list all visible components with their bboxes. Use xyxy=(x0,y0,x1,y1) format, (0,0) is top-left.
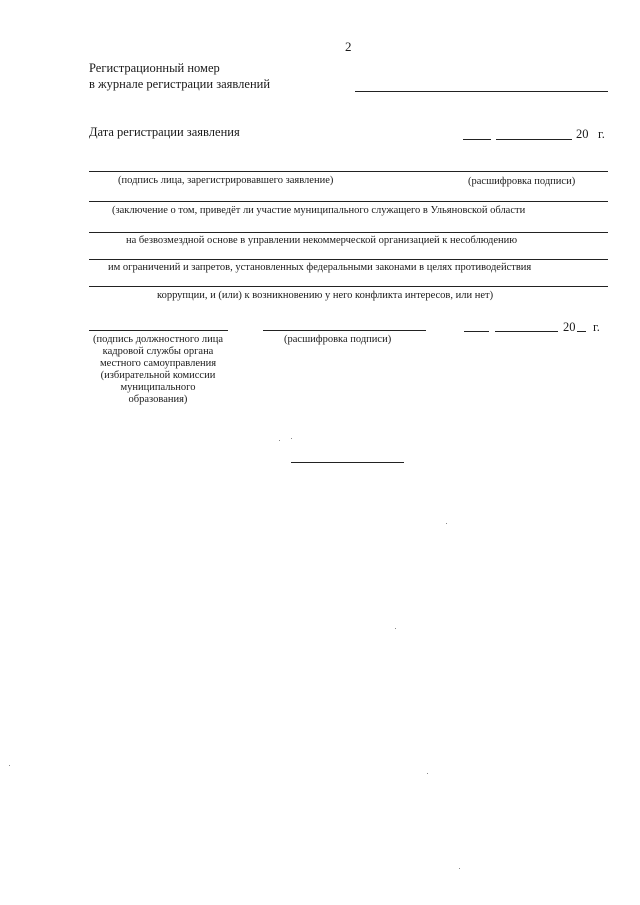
registration-date-year-prefix: 20 xyxy=(576,127,589,141)
scan-speck xyxy=(9,765,10,766)
page-number: 2 xyxy=(345,39,352,54)
scan-speck xyxy=(395,628,396,629)
conclusion-line-2[interactable] xyxy=(89,232,608,233)
scan-speck xyxy=(427,773,428,774)
scan-speck xyxy=(279,440,280,441)
conclusion-line-3[interactable] xyxy=(89,259,608,260)
official-date-month-field[interactable] xyxy=(495,331,558,332)
official-caption-line: местного самоуправления xyxy=(99,358,217,369)
official-caption-line: кадровой службы органа xyxy=(102,346,214,357)
official-date-year-field[interactable] xyxy=(577,331,586,332)
official-caption-line: (избирательной комиссии xyxy=(100,370,216,381)
closing-divider xyxy=(291,462,404,463)
registration-label-line1: Регистрационный номер xyxy=(89,61,220,75)
registration-date-month-field[interactable] xyxy=(496,139,572,140)
official-date-day-field[interactable] xyxy=(464,331,489,332)
registration-date-year-suffix: г. xyxy=(598,127,605,141)
registrar-signature-line[interactable] xyxy=(89,171,608,172)
scan-speck xyxy=(459,868,460,869)
conclusion-caption-line1: (заключение о том, приведёт ли участие муниципального служащего в Ульяновской области xyxy=(112,205,526,216)
scan-speck xyxy=(446,523,447,524)
official-caption-line: (подпись должностного лица xyxy=(93,334,223,345)
official-decoding-caption: (расшифровка подписи) xyxy=(284,334,392,345)
official-date-year-suffix: г. xyxy=(593,320,600,334)
registration-date-label: Дата регистрации заявления xyxy=(89,125,240,139)
official-signature-line[interactable] xyxy=(89,330,228,331)
conclusion-caption-line2: на безвозмездной основе в управлении некоммерческой организацией к несоблюдению xyxy=(126,235,518,246)
registrar-signature-caption: (подпись лица, зарегистрировавшего заявление) xyxy=(118,175,334,186)
official-caption-line: образования) xyxy=(128,394,188,405)
official-signature-caption xyxy=(83,334,233,406)
registration-date-day-field[interactable] xyxy=(463,139,491,140)
official-date-year-prefix: 20 xyxy=(563,320,576,334)
registrar-decoding-caption: (расшифровка подписи) xyxy=(468,176,576,187)
official-decoding-line[interactable] xyxy=(263,330,426,331)
scan-speck xyxy=(291,438,292,439)
conclusion-caption-line4: коррупции, и (или) к возникновению у него конфликта интересов, или нет) xyxy=(157,290,494,301)
registration-label-line2: в журнале регистрации заявлений xyxy=(89,77,271,91)
conclusion-line-4[interactable] xyxy=(89,286,608,287)
conclusion-line-1[interactable] xyxy=(89,201,608,202)
registration-number-field[interactable] xyxy=(355,91,608,92)
official-caption-line: муниципального xyxy=(120,382,196,393)
conclusion-caption-line3: им ограничений и запретов, установленных федеральными законами в целях противодействия xyxy=(108,262,532,273)
